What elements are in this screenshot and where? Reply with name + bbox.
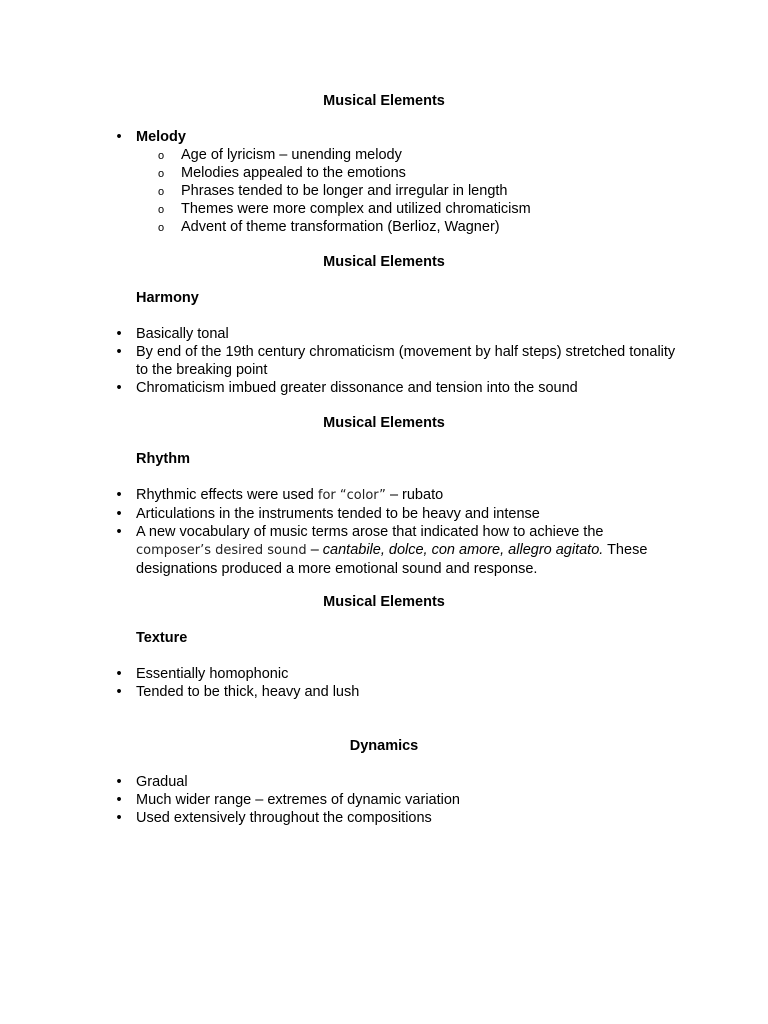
rhythm-label: Rhythm	[136, 451, 190, 467]
item-text-color: for “color”	[317, 488, 386, 503]
section-heading-melody: Musical Elements	[323, 93, 445, 109]
sub-list-item	[136, 146, 678, 164]
item-text: Articulations in the instruments tended to be heavy and intense	[136, 506, 540, 522]
sub-item-text: Themes were more complex and utilized chromaticism	[181, 201, 531, 217]
harmony-list	[0, 325, 768, 397]
bullet-icon: •	[116, 792, 122, 808]
list-item	[0, 379, 768, 397]
sub-bullet-icon: o	[158, 186, 165, 198]
item-text: Much wider range – extremes of dynamic variation	[136, 792, 460, 808]
item-text: Used extensively throughout the compositions	[136, 810, 432, 826]
item-text-designations: These designations produced a more emotional sound and response.	[136, 542, 648, 577]
item-text: Rhythmic effects were used	[136, 487, 318, 503]
sub-list-item	[136, 164, 678, 182]
list-item	[0, 665, 768, 683]
list-item	[0, 343, 768, 379]
bullet-icon: •	[116, 326, 122, 342]
item-text: Chromaticism imbued greater dissonance and tension into the sound	[136, 380, 578, 396]
sub-bullet-icon: o	[158, 168, 165, 180]
list-item	[0, 773, 768, 791]
sub-item-text: Advent of theme transformation (Berlioz, Wagner)	[181, 219, 500, 235]
sub-list-item	[136, 218, 678, 236]
bullet-icon: •	[116, 380, 122, 396]
bullet-icon: •	[116, 487, 122, 503]
item-text-terms: cantabile, dolce, con amore, allegro agitato.	[322, 542, 604, 558]
section-heading-rhythm: Musical Elements	[323, 415, 445, 431]
harmony-label: Harmony	[136, 290, 199, 306]
item-text: Essentially homophonic	[136, 666, 289, 682]
bullet-icon: •	[116, 344, 122, 360]
list-item	[0, 505, 768, 523]
dynamics-list	[0, 773, 768, 827]
sub-bullet-icon: o	[158, 222, 165, 234]
melody-label: Melody	[136, 129, 186, 145]
melody-list	[0, 128, 768, 236]
item-text: Gradual	[136, 774, 188, 790]
list-item	[0, 683, 768, 701]
item-text: A new vocabulary of music terms arose that indicated how to achieve the	[136, 524, 604, 540]
list-item	[0, 791, 768, 809]
rhythm-list	[0, 486, 768, 578]
bullet-icon: •	[116, 666, 122, 682]
sub-list-item	[136, 182, 678, 200]
section-heading-harmony: Musical Elements	[323, 254, 445, 270]
item-text-composer: composer’s desired sound	[136, 543, 307, 558]
item-text: Tended to be thick, heavy and lush	[136, 684, 360, 700]
item-text-dash: –	[306, 542, 323, 558]
list-item	[0, 486, 768, 505]
sub-bullet-icon: o	[158, 204, 165, 216]
item-text-rubato: – rubato	[385, 487, 444, 503]
list-item	[0, 809, 768, 827]
melody-sublist	[136, 146, 678, 236]
list-item	[0, 128, 768, 236]
bullet-icon: •	[116, 506, 122, 522]
sub-list-item	[136, 200, 678, 218]
section-heading-texture: Musical Elements	[323, 594, 445, 610]
bullet-icon: •	[116, 129, 122, 145]
section-heading-dynamics: Dynamics	[349, 738, 419, 754]
sub-item-text: Phrases tended to be longer and irregular in length	[181, 183, 508, 199]
item-text: Basically tonal	[136, 326, 229, 342]
list-item	[0, 523, 768, 578]
list-item	[0, 325, 768, 343]
item-text: By end of the 19th century chromaticism (movement by half steps) stretched tonality to the breaking point	[136, 344, 676, 378]
texture-label: Texture	[136, 630, 188, 646]
bullet-icon: •	[116, 684, 122, 700]
sub-item-text: Age of lyricism – unending melody	[181, 147, 402, 163]
bullet-icon: •	[116, 524, 122, 540]
texture-list	[0, 665, 768, 701]
sub-bullet-icon: o	[158, 150, 165, 162]
sub-item-text: Melodies appealed to the emotions	[181, 165, 406, 181]
bullet-icon: •	[116, 810, 122, 826]
bullet-icon: •	[116, 774, 122, 790]
